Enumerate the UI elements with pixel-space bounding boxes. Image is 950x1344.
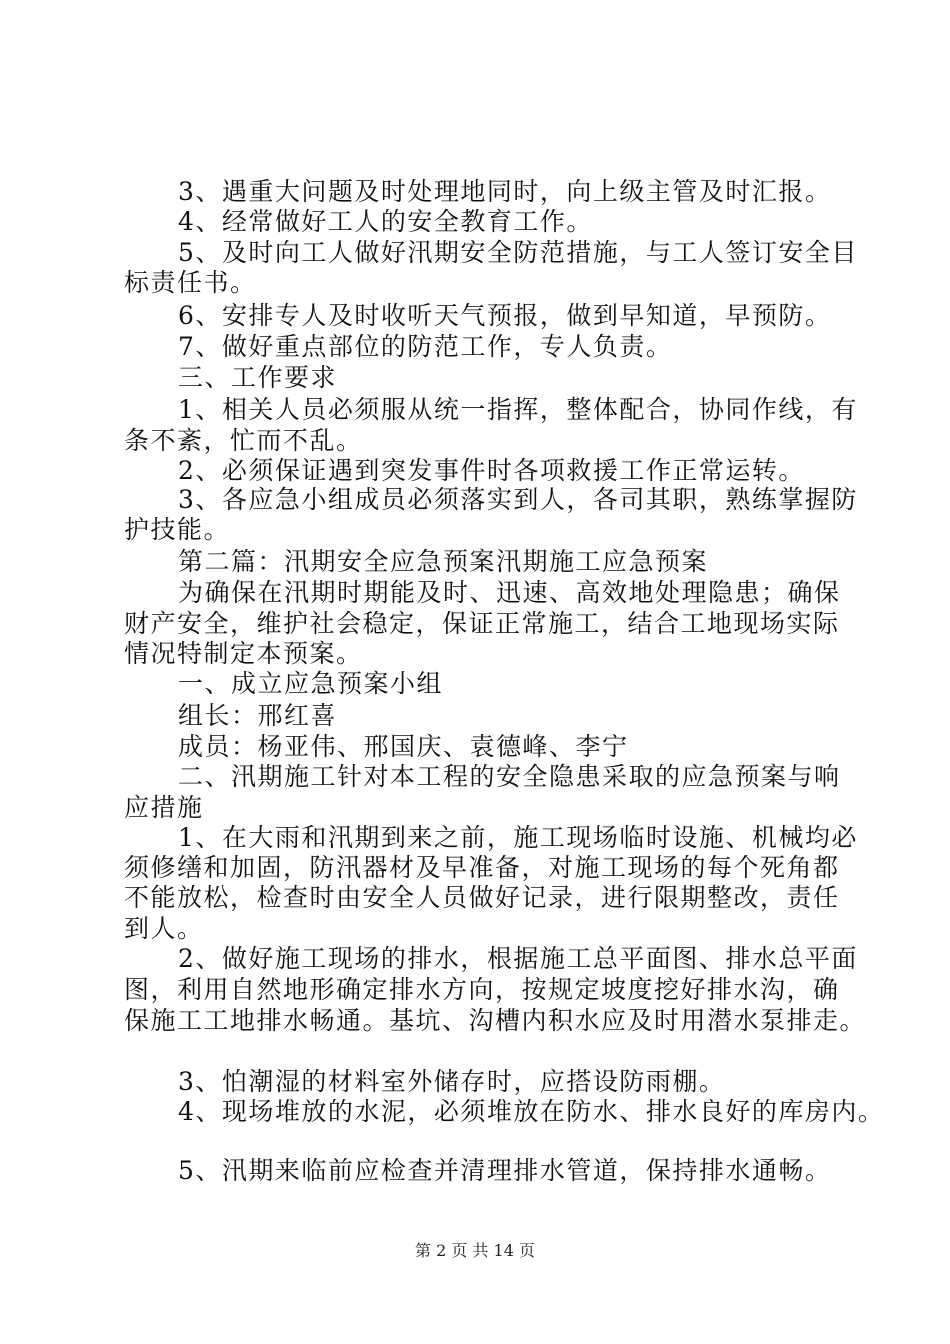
text-line: 标责任书。 [124, 268, 257, 297]
text-line: 6、安排专人及时收听天气预报，做到早知道，早预防。 [178, 301, 832, 330]
text-line: 组长：邢红喜 [178, 701, 338, 730]
text-line: 1、相关人员必须服从统一指挥，整体配合，协同作线，有 [178, 395, 858, 424]
chapter-title: 第二篇：汛期安全应急预案汛期施工应急预案 [178, 547, 709, 576]
section-heading: 二、汛期施工针对本工程的安全隐患采取的应急预案与响 [178, 762, 841, 791]
text-line: 7、做好重点部位的防范工作，专人负责。 [178, 332, 673, 361]
text-line: 2、做好施工现场的排水，根据施工总平面图、排水总平面 [178, 944, 858, 973]
text-line: 3、各应急小组成员必须落实到人，各司其职，熟练掌握防 [178, 485, 858, 514]
text-line: 3、遇重大问题及时处理地同时，向上级主管及时汇报。 [178, 177, 832, 206]
text-line: 不能放松，检查时由安全人员做好记录，进行限期整改，责任 [124, 883, 840, 912]
section-heading: 三、工作要求 [178, 363, 338, 392]
text-line: 须修缮和加固，防汛器材及早准备，对施工现场的每个死角都 [124, 853, 840, 882]
text-line: 为确保在汛期时期能及时、迅速、高效地处理隐患；确保 [178, 578, 841, 607]
page-number-footer: 第 2 页 共 14 页 [415, 1241, 535, 1260]
text-line: 3、怕潮湿的材料室外储存时，应搭设防雨棚。 [178, 1067, 726, 1096]
text-line: 5、汛期来临前应检查并清理排水管道，保持排水通畅。 [178, 1156, 832, 1185]
text-line: 5、及时向工人做好汛期安全防范措施，与工人签订安全目 [178, 238, 858, 267]
text-line: 条不紊，忙而不乱。 [124, 426, 363, 455]
text-line: 1、在大雨和汛期到来之前，施工现场临时设施、机械均必 [178, 823, 858, 852]
text-line: 情况特制定本预案。 [124, 639, 363, 668]
text-line: 财产安全，维护社会稳定，保证正常施工，结合工地现场实际 [124, 609, 840, 638]
text-line: 保施工工地排水畅通。基坑、沟槽内积水应及时用潜水泵排走。 [124, 1006, 867, 1035]
text-line: 护技能。 [124, 515, 231, 544]
text-line: 成员：杨亚伟、邢国庆、袁德峰、李宁 [178, 732, 629, 761]
text-line: 4、现场堆放的水泥，必须堆放在防水、排水良好的库房内。 [178, 1097, 885, 1126]
section-heading: 一、成立应急预案小组 [178, 669, 444, 698]
text-line: 到人。 [124, 914, 204, 943]
text-line: 应措施 [124, 793, 204, 822]
text-line: 2、必须保证遇到突发事件时各项救援工作正常运转。 [178, 456, 805, 485]
text-line: 4、经常做好工人的安全教育工作。 [178, 207, 593, 236]
text-line: 图，利用自然地形确定排水方向，按规定坡度挖好排水沟，确 [124, 975, 840, 1004]
